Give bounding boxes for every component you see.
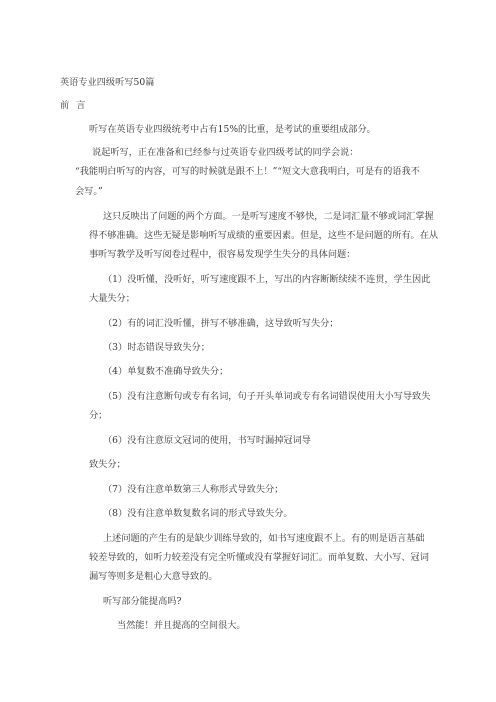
paragraph-line: 会写。” — [75, 186, 103, 197]
paragraph-line: （3）时态错误导致失分； — [103, 342, 210, 353]
paragraph-line: 听写在英语专业四级统考中占有15%的比重，是考试的重要组成部分。 — [89, 124, 376, 135]
paragraph-line: （5）没有注意断句或专有名词，句子开头单词或专有名词错误使用大小写导致失 — [103, 391, 431, 402]
paragraph-line: 大量失分； — [89, 293, 135, 304]
paragraph-line: 上述问题的产生有的是缺少训练导致的，如书写速度跟不上。有的则是语言基础 — [103, 533, 425, 544]
paragraph-line: 得不够准确。这些无疑是影响听写成绩的重要因素。但是，这些不是问题的所有。在从 — [89, 230, 439, 241]
paragraph-line: （8）没有注意单数复数名词的形式导致失分。 — [103, 508, 293, 519]
paragraph-line: 听写部分能提高吗? — [103, 596, 182, 607]
paragraph-line: 说起听写，正在准备和已经参与过英语专业四级考试的同学会说： — [92, 147, 359, 158]
paragraph-line: 致失分； — [89, 459, 126, 470]
paragraph-line: （7）没有注意单数第三人称形式导致失分； — [103, 484, 284, 495]
paragraph-line: （2）有的词汇没听懂，拼写不够准确，这导致听写失分； — [103, 318, 339, 329]
document-title: 英语专业四级听写50篇 — [60, 77, 155, 88]
paragraph-line: “我能明白听写的内容，可写的时候就是跟不上！”“短文大意我明白，可是有的语我不 — [75, 166, 420, 177]
section-heading: 前 言 — [60, 100, 88, 111]
paragraph-line: （6）没有注意原文冠词的使用，书写时漏掉冠词导 — [103, 435, 311, 446]
paragraph-line: 漏写等则多是粗心大意导致的。 — [89, 571, 218, 582]
paragraph-line: （4）单复数不准确导致失分； — [103, 366, 229, 377]
paragraph-line: 当然能！并且提高的空间很大。 — [117, 620, 246, 631]
paragraph-line: 分； — [89, 410, 108, 421]
paragraph-line: 这只反映出了问题的两个方面。一是听写速度不够快，二是词汇量不够或词汇掌握 — [103, 211, 434, 222]
paragraph-line: 事听写教学及听写阅卷过程中，很容易发现学生失分的具体问题： — [89, 249, 356, 260]
paragraph-line: （1）没听懂，没听好，听写速度跟不上，写出的内容断断续续不连贯，学生因此 — [103, 274, 431, 285]
paragraph-line: 较差导致的，如听力较差没有完全听懂或没有掌握好词汇。而单复数、大小写、冠词 — [89, 552, 429, 563]
